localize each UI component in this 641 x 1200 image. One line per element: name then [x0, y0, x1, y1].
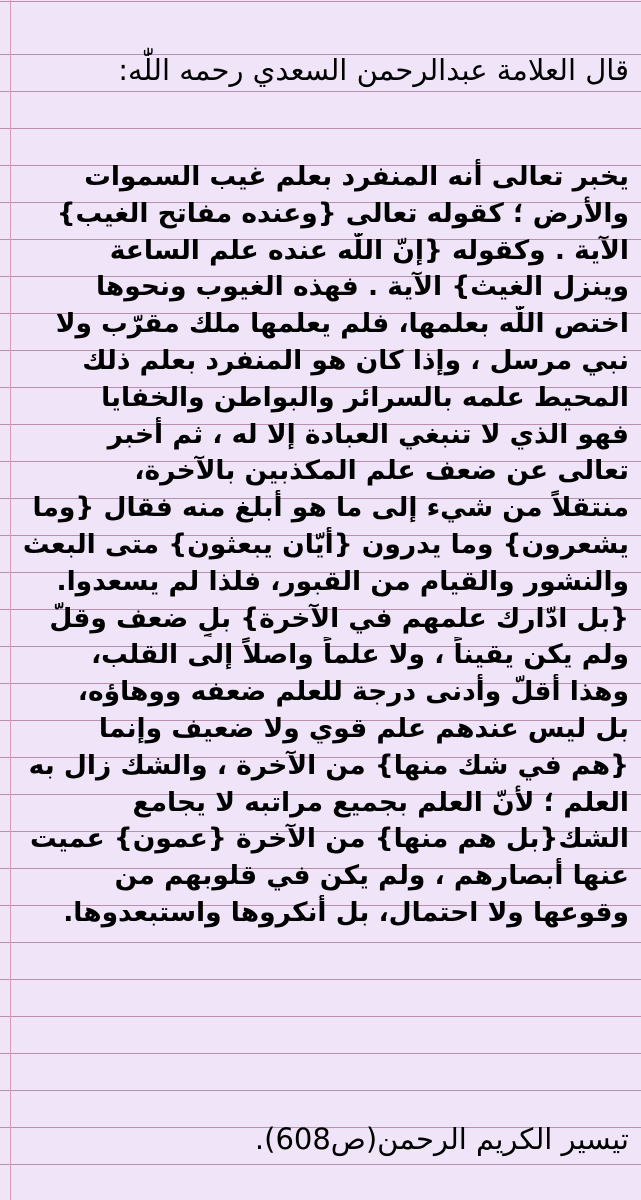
- body-line-4: وينزل الغيث} الآية . فهذه الغيوب ونحوها: [95, 271, 629, 303]
- note-heading: قال العلامة عبدالرحمن السعدي رحمه اللّٰه:: [118, 53, 629, 87]
- body-line-14: ولم يكن يقيناً ، ولا علماً واصلاً إلى القلب،: [91, 639, 629, 671]
- body-line-2: والأرض ؛ كقوله تعالى {وعنده مفاتح الغيب}: [56, 197, 629, 229]
- body-line-16: بل ليس عندهم علم قوي ولا ضعيف وإنما: [98, 712, 629, 744]
- body-line-18: العلم ؛ لأنّ العلم بجميع مراتبه لا يجامع: [132, 786, 629, 818]
- body-line-8: فهو الذي لا تنبغي العبادة إلا له ، ثم أخبر: [107, 418, 629, 450]
- body-line-21: وقوعها ولا احتمال، بل أنكروها واستبعدوها.: [63, 896, 629, 928]
- body-line-17: {هم في شك منها} من الآخرة ، والشك زال به: [28, 749, 629, 781]
- body-line-19: الشك{بل هم منها} من الآخرة {عمون} عميت: [29, 823, 629, 855]
- body-line-10: منتقلاً من شيء إلى ما هو أبلغ منه فقال {وما: [32, 492, 629, 524]
- body-line-11: يشعرون} وما يدرون {أيّان يبعثون} متى البعث: [22, 528, 629, 560]
- note-body: [14, 159, 629, 932]
- body-line-1: يخبر تعالى أنه المنفرد بعلم غيب السموات: [84, 161, 629, 192]
- body-line-3: الآية . وكقوله {إنّ اللّٰه عنده علم الساعة: [109, 234, 629, 266]
- body-line-6: نبي مرسل ، وإذا كان هو المنفرد بعلم ذلك: [82, 344, 629, 376]
- body-line-13: {بل ادّارك علمهم في الآخرة} بلٍ ضعف وقلّ: [49, 602, 629, 634]
- source-citation: تيسير الكريم الرحمن(ص608).: [254, 1122, 629, 1156]
- margin-line: [10, 0, 11, 1200]
- body-line-9: تعالى عن ضعف علم المكذبين بالآخرة،: [134, 455, 629, 487]
- body-line-12: والنشور والقيام من القبور، فلذا لم يسعدوا.: [56, 565, 629, 597]
- body-line-15: وهذا أقلّ وأدنى درجة للعلم ضعفه ووهاؤه،: [77, 676, 629, 708]
- body-line-20: عنها أبصارهم ، ولم يكن في قلوبهم من: [114, 860, 629, 892]
- body-line-7: المحيط علمه بالسرائر والبواطن والخفايا: [101, 381, 629, 413]
- body-line-5: اختص اللّٰه بعلمها، فلم يعلمها ملك مقرّب ولا: [55, 308, 629, 340]
